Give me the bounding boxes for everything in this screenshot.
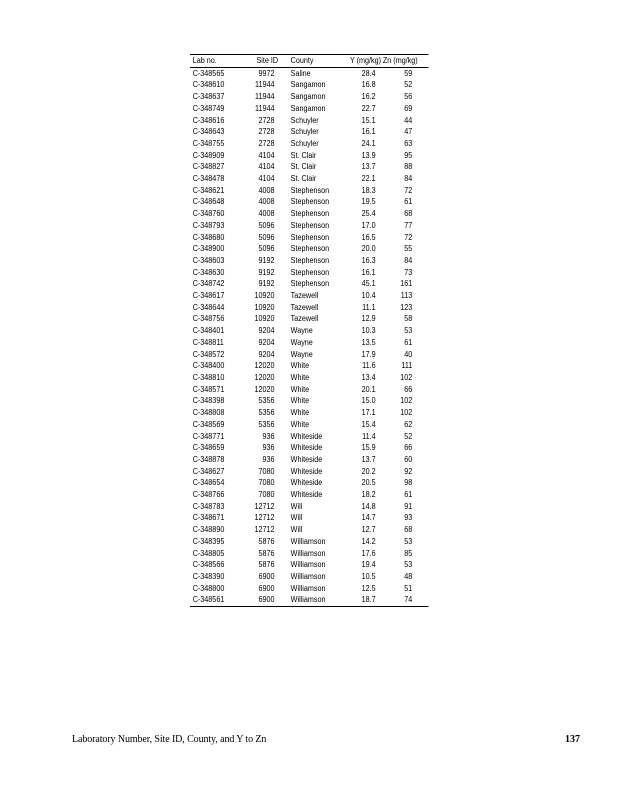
table-row: [190, 395, 429, 407]
cell-lab-no: C-348659: [192, 443, 225, 453]
cell-zn: 68: [404, 209, 413, 219]
cell-county: White: [290, 361, 310, 371]
cell-county: Wayne: [290, 326, 313, 336]
cell-lab-no: C-348648: [192, 197, 225, 207]
cell-zn: 123: [400, 302, 413, 312]
cell-site-id: 936: [262, 443, 275, 453]
cell-y: 28.4: [361, 68, 376, 78]
cell-site-id: 7080: [258, 490, 275, 500]
cell-zn: 102: [400, 396, 413, 406]
cell-site-id: 5096: [258, 220, 275, 230]
header-zn: Zn (mg/kg): [383, 55, 429, 68]
cell-y: 20.0: [361, 244, 376, 254]
cell-lab-no: C-348603: [192, 255, 225, 265]
cell-zn: 60: [404, 454, 413, 464]
cell-lab-no: C-348630: [192, 267, 225, 277]
cell-site-id: 5356: [258, 408, 275, 418]
cell-county: Williamson: [290, 571, 326, 581]
cell-zn: 61: [404, 337, 413, 347]
cell-county: Stephenson: [290, 197, 330, 207]
cell-y: 13.9: [361, 150, 376, 160]
table-row: [190, 185, 429, 197]
cell-lab-no: C-348680: [192, 232, 225, 242]
table-row: [190, 337, 429, 349]
cell-county: Williamson: [290, 560, 326, 570]
cell-lab-no: C-348610: [192, 80, 225, 90]
cell-lab-no: C-348755: [192, 138, 225, 148]
cell-y: 15.1: [361, 115, 376, 125]
cell-site-id: 12020: [254, 372, 275, 382]
cell-y: 12.9: [361, 314, 376, 324]
table-row: [190, 466, 429, 478]
cell-y: 18.7: [344, 594, 383, 606]
table-row: [190, 115, 429, 127]
cell-zn: 56: [404, 92, 413, 102]
cell-y: 10.5: [361, 571, 376, 581]
cell-zn: 68: [404, 525, 413, 535]
table-row: [190, 594, 429, 606]
table-row: [190, 384, 429, 396]
cell-zn: 52: [404, 431, 413, 441]
cell-site-id: 11944: [254, 80, 275, 90]
header-y: Y (mg/kg): [344, 55, 383, 68]
cell-site-id: 936: [262, 431, 275, 441]
table-header: [190, 55, 429, 68]
cell-zn: 84: [404, 255, 413, 265]
cell-county: Will: [290, 501, 303, 511]
cell-site-id: 9204: [258, 349, 275, 359]
cell-county: Whiteside: [290, 454, 323, 464]
cell-zn: 48: [404, 571, 413, 581]
cell-y: 16.1: [361, 127, 376, 137]
cell-y: 13.5: [361, 337, 376, 347]
cell-site-id: 5356: [258, 419, 275, 429]
cell-lab-no: C-348671: [192, 513, 225, 523]
cell-lab-no: C-348793: [192, 220, 225, 230]
cell-site-id: 4104: [258, 162, 275, 172]
cell-y: 11.1: [362, 302, 376, 312]
cell-site-id: 5876: [258, 548, 275, 558]
cell-lab-no: C-348571: [192, 384, 225, 394]
cell-county: Whiteside: [290, 478, 323, 488]
cell-site-id: 12712: [254, 513, 275, 523]
cell-lab-no: C-348900: [192, 244, 225, 254]
cell-site-id: 12020: [254, 384, 275, 394]
cell-y: 14.7: [361, 513, 376, 523]
table-row: [190, 442, 429, 454]
cell-zn: 53: [404, 536, 413, 546]
table-row: [190, 208, 429, 220]
table-row: [190, 138, 429, 150]
footer-caption: Laboratory Number, Site ID, County, and Y to Zn: [72, 734, 267, 745]
cell-y: 16.3: [361, 255, 376, 265]
cell-zn: 102: [400, 408, 413, 418]
table-row: [190, 559, 429, 571]
cell-county: Whiteside: [290, 466, 323, 476]
cell-lab-no: C-348637: [192, 92, 225, 102]
cell-county: Whiteside: [290, 431, 323, 441]
cell-county: White: [290, 372, 310, 382]
cell-site-id: 6900: [241, 594, 291, 606]
table-row: [190, 407, 429, 419]
table-row: [190, 419, 429, 431]
cell-y: 18.2: [361, 490, 376, 500]
table-row: [190, 278, 429, 290]
cell-county: Williamson: [290, 548, 326, 558]
cell-county: Stephenson: [290, 267, 330, 277]
table-row: [190, 349, 429, 361]
cell-y: 17.1: [361, 408, 376, 418]
cell-zn: 111: [401, 361, 413, 371]
cell-lab-no: C-348621: [192, 185, 225, 195]
cell-zn: 52: [404, 80, 413, 90]
cell-zn: 74: [383, 594, 429, 606]
cell-county: Wayne: [290, 337, 313, 347]
cell-y: 11.6: [362, 361, 376, 371]
table-row: [190, 255, 429, 267]
cell-y: 22.1: [361, 174, 376, 184]
table-row: [190, 302, 429, 314]
cell-county: St. Clair: [290, 174, 317, 184]
cell-zn: 73: [404, 267, 413, 277]
cell-county: Stephenson: [290, 244, 330, 254]
cell-site-id: 936: [262, 454, 275, 464]
cell-site-id: 6900: [258, 583, 275, 593]
cell-y: 18.3: [361, 185, 376, 195]
cell-county: Wayne: [290, 349, 313, 359]
cell-zn: 58: [404, 314, 413, 324]
table-row: [190, 325, 429, 337]
cell-lab-no: C-348800: [192, 583, 225, 593]
cell-y: 11.4: [362, 431, 376, 441]
cell-site-id: 4008: [258, 185, 275, 195]
cell-county: Williamson: [290, 536, 326, 546]
cell-lab-no: C-348561: [190, 594, 241, 606]
cell-lab-no: C-348805: [192, 548, 225, 558]
cell-lab-no: C-348617: [192, 291, 225, 301]
cell-site-id: 11944: [254, 92, 275, 102]
table-row: [190, 232, 429, 244]
cell-y: 19.5: [361, 197, 376, 207]
table-row: [190, 313, 429, 325]
cell-site-id: 9192: [258, 255, 275, 265]
cell-county: Sangamon: [290, 92, 326, 102]
cell-zn: 61: [404, 197, 413, 207]
cell-lab-no: C-348878: [192, 454, 225, 464]
cell-site-id: 10920: [254, 314, 275, 324]
cell-county: Will: [290, 513, 303, 523]
cell-county: Tazewell: [290, 291, 319, 301]
cell-zn: 84: [404, 174, 413, 184]
cell-lab-no: C-348395: [192, 536, 225, 546]
cell-zn: 59: [404, 68, 413, 78]
cell-y: 25.4: [361, 209, 376, 219]
cell-county: White: [290, 408, 310, 418]
table-row: [190, 548, 429, 560]
table-row: [190, 477, 429, 489]
cell-zn: 44: [404, 115, 413, 125]
cell-zn: 98: [404, 478, 413, 488]
cell-zn: 92: [404, 466, 413, 476]
cell-zn: 93: [404, 513, 413, 523]
cell-county: Saline: [290, 68, 311, 78]
cell-y: 20.2: [361, 466, 376, 476]
cell-lab-no: C-348766: [192, 490, 225, 500]
cell-site-id: 9192: [258, 279, 275, 289]
cell-site-id: 9204: [258, 326, 275, 336]
cell-lab-no: C-348398: [192, 396, 225, 406]
cell-county: Stephenson: [290, 232, 330, 242]
cell-y: 15.9: [361, 443, 376, 453]
cell-county: Sangamon: [290, 103, 326, 113]
cell-site-id: 7080: [258, 466, 275, 476]
cell-county: Stephenson: [290, 220, 330, 230]
table-row: [190, 571, 429, 583]
table-row: [190, 431, 429, 443]
table-row: [190, 196, 429, 208]
cell-y: 16.1: [361, 267, 376, 277]
table-row: [190, 91, 429, 103]
table-row: [190, 243, 429, 255]
cell-site-id: 9192: [258, 267, 275, 277]
cell-county: White: [290, 396, 310, 406]
cell-site-id: 2728: [258, 138, 275, 148]
cell-lab-no: C-348909: [192, 150, 225, 160]
cell-lab-no: C-348401: [192, 326, 225, 336]
cell-zn: 62: [404, 419, 413, 429]
table-row: [190, 161, 429, 173]
cell-zn: 161: [400, 279, 413, 289]
cell-y: 16.2: [361, 92, 376, 102]
cell-lab-no: C-348390: [192, 571, 225, 581]
cell-county: Schuyler: [290, 138, 319, 148]
cell-site-id: 10920: [254, 291, 275, 301]
cell-zn: 88: [404, 162, 413, 172]
cell-y: 17.0: [361, 220, 376, 230]
table-row: [190, 103, 429, 115]
cell-zn: 66: [404, 443, 413, 453]
cell-zn: 63: [404, 138, 413, 148]
cell-county: White: [290, 384, 310, 394]
header-row: [190, 55, 429, 68]
cell-y: 14.2: [361, 536, 376, 546]
cell-y: 10.3: [361, 326, 376, 336]
cell-county: Schuyler: [290, 115, 319, 125]
table-row: [190, 220, 429, 232]
cell-county: Stephenson: [290, 185, 330, 195]
data-table: [190, 54, 429, 607]
cell-y: 12.7: [361, 525, 376, 535]
cell-lab-no: C-348643: [192, 127, 225, 137]
cell-lab-no: C-348478: [192, 174, 225, 184]
cell-y: 24.1: [361, 138, 376, 148]
cell-site-id: 11944: [254, 103, 275, 113]
table-row: [190, 372, 429, 384]
cell-site-id: 2728: [258, 127, 275, 137]
cell-site-id: 2728: [258, 115, 275, 125]
cell-site-id: 7080: [258, 478, 275, 488]
cell-site-id: 5096: [258, 244, 275, 254]
cell-y: 10.4: [361, 291, 376, 301]
cell-county: White: [290, 419, 310, 429]
table-row: [190, 489, 429, 501]
table-row: [190, 150, 429, 162]
cell-y: 15.4: [361, 419, 376, 429]
cell-y: 12.5: [361, 583, 376, 593]
cell-zn: 113: [400, 291, 413, 301]
cell-site-id: 4008: [258, 197, 275, 207]
cell-lab-no: C-348827: [192, 162, 225, 172]
cell-lab-no: C-348572: [192, 349, 225, 359]
cell-zn: 40: [404, 349, 413, 359]
cell-county: St. Clair: [290, 162, 317, 172]
cell-zn: 72: [404, 232, 413, 242]
table-row: [190, 536, 429, 548]
table-row: [190, 583, 429, 595]
cell-site-id: 5876: [258, 560, 275, 570]
cell-y: 45.1: [361, 279, 376, 289]
table-row: [190, 501, 429, 513]
table-row: [190, 67, 429, 79]
cell-zn: 61: [404, 490, 413, 500]
cell-zn: 55: [404, 244, 413, 254]
table-row: [190, 454, 429, 466]
cell-county: Schuyler: [290, 127, 319, 137]
cell-site-id: 5876: [258, 536, 275, 546]
cell-lab-no: C-348771: [192, 431, 225, 441]
cell-site-id: 4008: [258, 209, 275, 219]
table-row: [190, 79, 429, 91]
page-number: 137: [565, 734, 580, 745]
cell-county: Whiteside: [290, 490, 323, 500]
cell-y: 22.7: [361, 103, 376, 113]
cell-y: 14.8: [361, 501, 376, 511]
cell-county: Sangamon: [290, 80, 326, 90]
cell-lab-no: C-348565: [192, 68, 225, 78]
cell-county: St. Clair: [290, 150, 317, 160]
cell-county: Tazewell: [290, 302, 319, 312]
cell-y: 20.1: [361, 384, 376, 394]
cell-site-id: 4104: [258, 174, 275, 184]
cell-lab-no: C-348566: [192, 560, 225, 570]
cell-zn: 72: [404, 185, 413, 195]
cell-county: Whiteside: [290, 443, 323, 453]
cell-zn: 95: [404, 150, 413, 160]
cell-county: Stephenson: [290, 209, 330, 219]
cell-county: Williamson: [290, 583, 326, 593]
cell-zn: 53: [404, 326, 413, 336]
cell-lab-no: C-348890: [192, 525, 225, 535]
cell-site-id: 12712: [254, 525, 275, 535]
table-row: [190, 360, 429, 372]
cell-site-id: 10920: [254, 302, 275, 312]
cell-lab-no: C-348654: [192, 478, 225, 488]
table-row: [190, 512, 429, 524]
cell-site-id: 12020: [254, 361, 275, 371]
cell-y: 13.7: [361, 162, 376, 172]
header-site-id: Site ID: [241, 55, 291, 68]
cell-site-id: 9972: [258, 68, 275, 78]
cell-lab-no: C-348644: [192, 302, 225, 312]
cell-zn: 91: [404, 501, 413, 511]
cell-lab-no: C-348569: [192, 419, 225, 429]
cell-county: Tazewell: [290, 314, 319, 324]
cell-zn: 66: [404, 384, 413, 394]
cell-y: 13.7: [361, 454, 376, 464]
header-county: County: [291, 55, 344, 68]
cell-y: 17.9: [361, 349, 376, 359]
cell-y: 16.5: [361, 232, 376, 242]
cell-zn: 47: [404, 127, 413, 137]
cell-lab-no: C-348749: [192, 103, 225, 113]
cell-y: 17.6: [361, 548, 376, 558]
cell-zn: 102: [400, 372, 413, 382]
table-body: [190, 67, 429, 606]
header-lab-no: Lab no.: [190, 55, 241, 68]
cell-y: 13.4: [361, 372, 376, 382]
cell-site-id: 6900: [258, 571, 275, 581]
cell-site-id: 4104: [258, 150, 275, 160]
cell-county: Williamson: [291, 594, 344, 606]
cell-y: 20.5: [361, 478, 376, 488]
cell-lab-no: C-348783: [192, 501, 225, 511]
table-row: [190, 126, 429, 138]
cell-y: 15.0: [361, 396, 376, 406]
cell-lab-no: C-348756: [192, 314, 225, 324]
cell-lab-no: C-348627: [192, 466, 225, 476]
cell-site-id: 5096: [258, 232, 275, 242]
cell-lab-no: C-348400: [192, 361, 225, 371]
cell-county: Will: [290, 525, 303, 535]
cell-zn: 53: [404, 560, 413, 570]
cell-site-id: 12712: [254, 501, 275, 511]
cell-county: Stephenson: [290, 279, 330, 289]
cell-y: 16.8: [361, 80, 376, 90]
cell-site-id: 9204: [258, 337, 275, 347]
cell-lab-no: C-348616: [192, 115, 225, 125]
cell-lab-no: C-348808: [192, 408, 225, 418]
cell-site-id: 5356: [258, 396, 275, 406]
cell-zn: 85: [404, 548, 413, 558]
cell-lab-no: C-348742: [192, 279, 225, 289]
cell-y: 19.4: [361, 560, 376, 570]
cell-county: Stephenson: [290, 255, 330, 265]
table-row: [190, 173, 429, 185]
table-row: [190, 524, 429, 536]
cell-zn: 51: [404, 583, 413, 593]
cell-lab-no: C-348810: [192, 372, 225, 382]
cell-lab-no: C-348811: [192, 337, 224, 347]
table-row: [190, 290, 429, 302]
cell-zn: 69: [404, 103, 413, 113]
cell-zn: 77: [404, 220, 413, 230]
table-row: [190, 267, 429, 279]
cell-lab-no: C-348760: [192, 209, 225, 219]
